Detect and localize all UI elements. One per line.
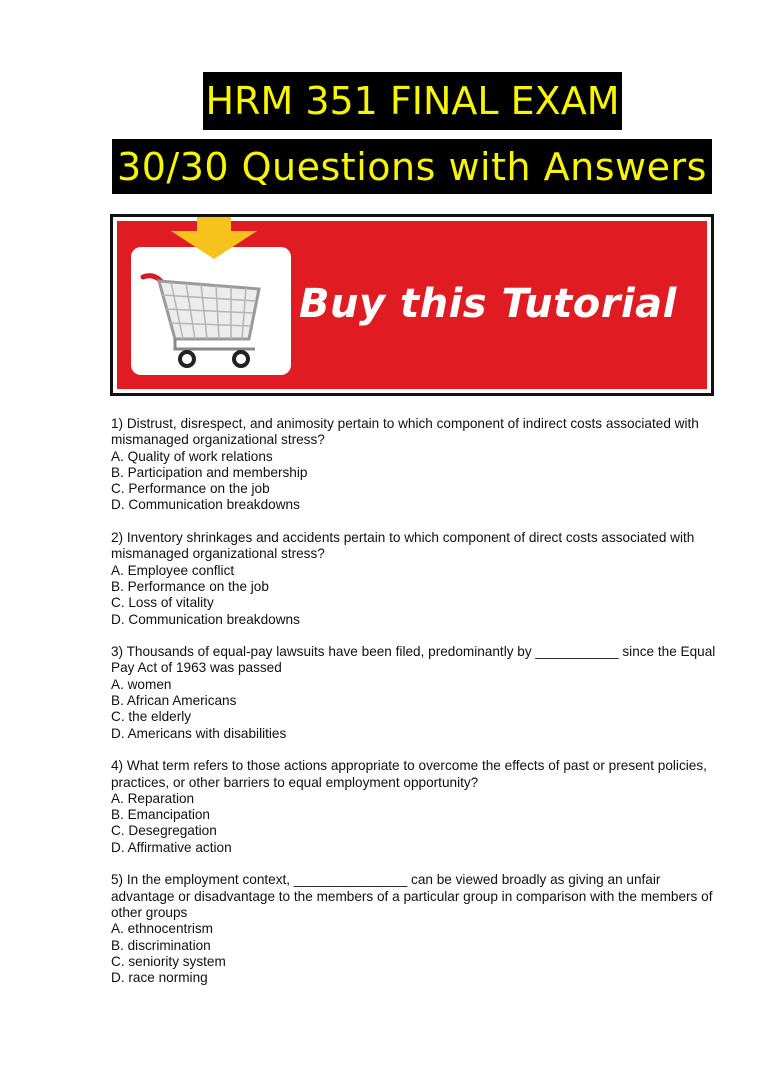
answer-option: B. Emancipation [111,807,210,823]
answer-option: B. Participation and membership [111,464,308,480]
answer-option: C. Desegregation [111,823,217,839]
answer-option: C. Performance on the job [111,481,270,497]
cart-icon [131,247,291,375]
question-text: 5) In the employment context, _______________ can be viewed broadly as giving an unfair advantage or disadvantage to the members of a particular group in comparison with the members of other groups [111,872,713,920]
banner-background[interactable] [117,221,707,389]
question-item [111,644,721,742]
answer-option: B. Performance on the job [111,578,269,594]
question-list [111,416,721,1003]
question-text: 1) Distrust, disrespect, and animosity pertain to which component of indirect costs associated with mismanaged organizational stress? [111,416,699,448]
exam-subtitle-text: 30/30 Questions with Answers [117,144,707,189]
answer-option: D. race norming [111,970,208,986]
question-item [111,416,721,514]
question-item [111,872,721,986]
answer-option: B. African Americans [111,693,237,709]
answer-option: D. Communication breakdowns [111,497,300,513]
answer-option: A. women [111,676,172,692]
arrow-down-icon [169,217,259,259]
answer-option: D. Communication breakdowns [111,611,300,627]
question-text: 3) Thousands of equal-pay lawsuits have been filed, predominantly by ___________ since the Equal Pay Act of 1963 was passed [111,644,716,676]
answer-option: A. Quality of work relations [111,448,273,464]
answer-option: A. Employee conflict [111,562,235,578]
answer-option: A. ethnocentrism [111,921,213,937]
cart-panel [131,247,291,375]
question-item [111,530,721,628]
answer-option: C. Loss of vitality [111,595,214,611]
buy-tutorial-banner[interactable] [110,214,714,396]
exam-subtitle [112,139,712,194]
exam-title-text: HRM 351 FINAL EXAM [205,79,620,123]
answer-option: B. discrimination [111,937,211,953]
answer-option: A. Reparation [111,790,195,806]
answer-option: C. the elderly [111,709,192,725]
question-text: 4) What term refers to those actions appropriate to overcome the effects of past or present policies, practices, or other barriers to equal employment opportunity? [111,758,707,790]
exam-title [203,72,622,130]
answer-option: D. Americans with disabilities [111,725,287,741]
question-item [111,758,721,856]
question-text: 2) Inventory shrinkages and accidents pertain to which component of direct costs associated with mismanaged organizational stress? [111,530,695,562]
buy-tutorial-label[interactable]: Buy this Tutorial [299,281,677,327]
answer-option: C. seniority system [111,953,226,969]
answer-option: D. Affirmative action [111,839,232,855]
